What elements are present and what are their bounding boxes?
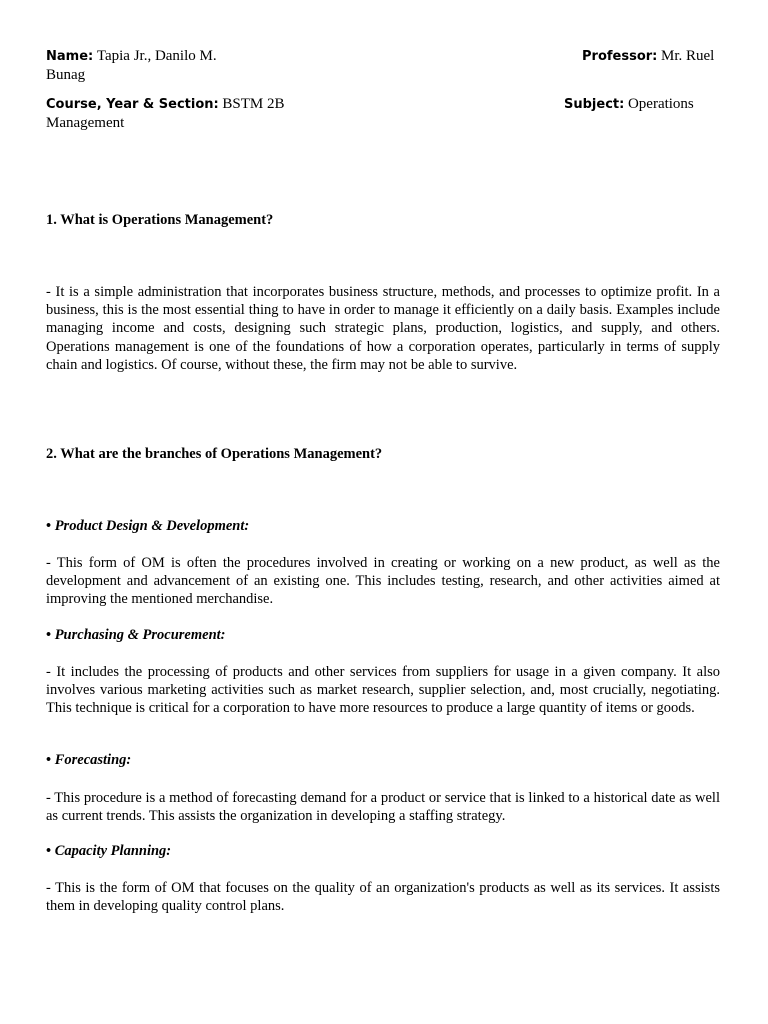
- bullet: •: [46, 843, 52, 859]
- branch-title-text: Purchasing & Procurement:: [54, 627, 226, 643]
- subject-label: Subject:: [564, 97, 625, 112]
- professor-value: Mr. Ruel: [660, 48, 715, 64]
- bullet: •: [46, 627, 52, 643]
- branch-description-product-design: - This form of OM is often the procedures involved in creating or working on a new product, as well as the development and advancement of an existing one. This includes testing, research, and other activities aimed at improving the mentioned merchandise.: [46, 555, 720, 608]
- professor-field: [582, 47, 742, 66]
- professor-label: Professor:: [582, 49, 658, 64]
- course-label: Course, Year & Section:: [46, 97, 219, 112]
- branch-title-capacity-planning: [46, 843, 171, 860]
- bullet: •: [46, 518, 52, 534]
- branch-title-purchasing: [46, 627, 226, 644]
- question-1-answer: - It is a simple administration that incorporates business structure, methods, and processes to optimize profit. In a business, this is the most essential thing to have in order to manage it efficiently on a daily basis. Examples include managing income and costs, designing such strategic plans, production, logistics, and supply, and others. Operations management is one of the foundations of how a corporation operates, particularly in terms of supply chain and logistics. Of course, without these, the firm may not be able to survive.: [46, 284, 720, 373]
- branch-description-forecasting: - This procedure is a method of forecasting demand for a product or service that is linked to a historical date as well as current trends. This assists the organization in developing a staffing strategy.: [46, 790, 720, 825]
- bullet: •: [46, 752, 52, 768]
- course-value: BSTM 2B: [222, 96, 285, 112]
- subject-value: Operations Management: [46, 96, 694, 131]
- question-2-title: 2. What are the branches of Operations Management?: [46, 446, 383, 462]
- question-1-title: 1. What is Operations Management?: [46, 212, 274, 228]
- branch-title-text: Forecasting:: [54, 752, 132, 768]
- subject-field: [46, 95, 720, 132]
- branch-description-capacity-planning: - This is the form of OM that focuses on the quality of an organization's products as well as its services. It assists them in developing quality control plans.: [46, 880, 720, 915]
- name-value: Tapia Jr., Danilo M. Bunag: [46, 48, 217, 83]
- name-field: [46, 47, 256, 84]
- name-label: Name:: [46, 49, 94, 64]
- branch-title-product-design: [46, 518, 249, 535]
- branch-title-text: Product Design & Development:: [54, 518, 250, 534]
- branch-description-purchasing: - It includes the processing of products and other services from suppliers for usage in a given company. It also involves various marketing activities such as market research, supplier selection, and, most crucially, negotiating. This technique is critical for a corporation to have more resources to produce a large quantity of items or goods.: [46, 664, 720, 717]
- branch-title-forecasting: [46, 752, 131, 769]
- branch-title-text: Capacity Planning:: [54, 843, 172, 859]
